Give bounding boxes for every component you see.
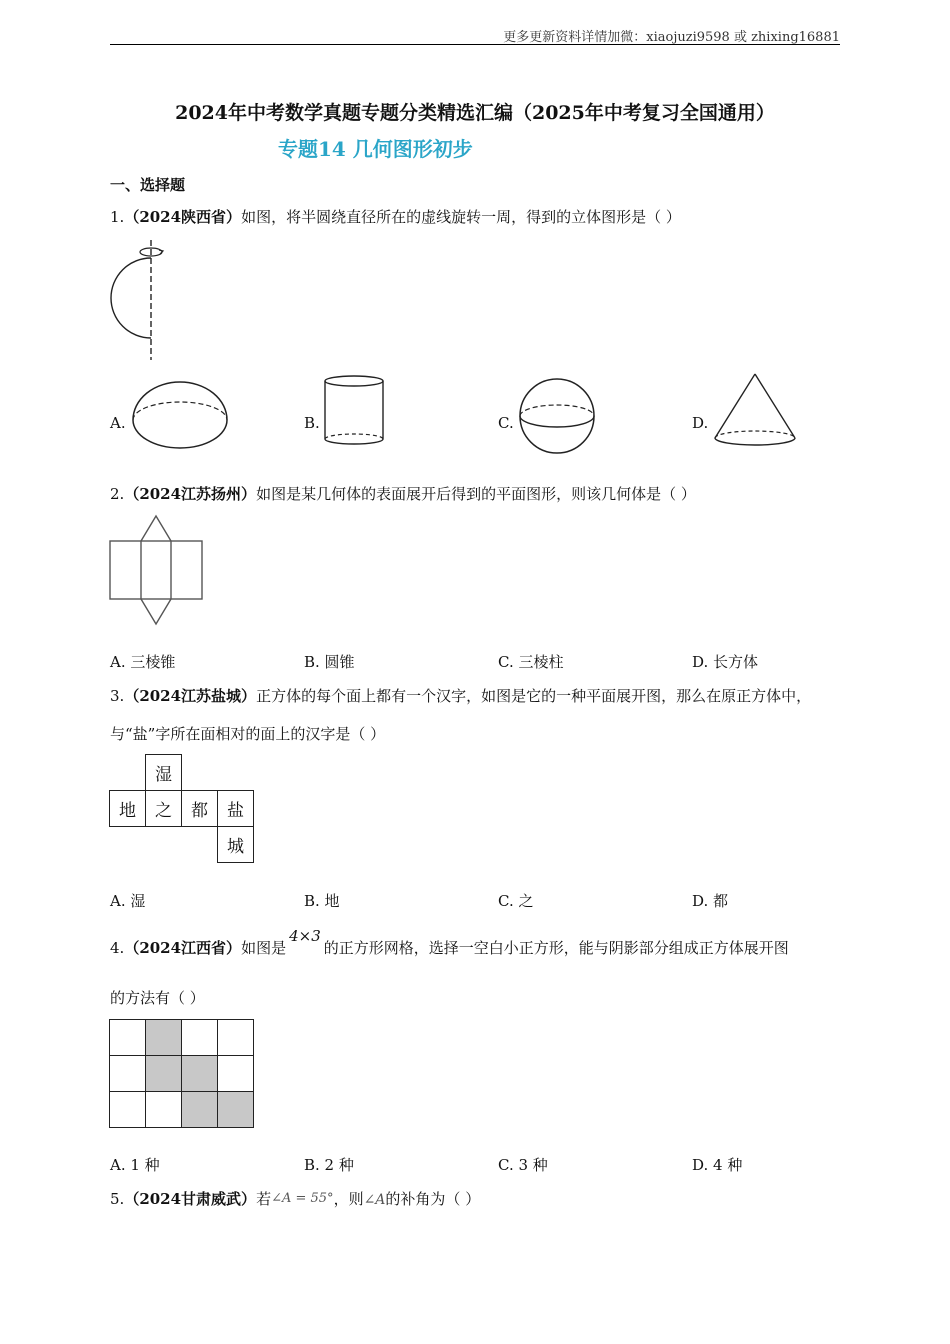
q2-option-d[interactable]: D. 长方体 xyxy=(692,653,759,671)
document-title: 2024年中考数学真题专题分类精选汇编（2025年中考复习全国通用） xyxy=(175,102,775,124)
cube-face: 盐 xyxy=(218,791,254,827)
question-text: 如图是 xyxy=(241,939,287,957)
question-number: 4. xyxy=(110,939,125,957)
question-1 xyxy=(110,206,681,228)
q4-option-a[interactable]: A. 1 种 xyxy=(110,1156,160,1174)
grid-cell xyxy=(146,1092,182,1128)
question-text: 若 xyxy=(256,1190,272,1208)
question-2 xyxy=(110,483,696,505)
q2-option-b[interactable]: B. 圆锥 xyxy=(304,653,355,671)
question-text: 的正方形网格，选择一空白小正方形，能与阴影部分组成正方体展开图 xyxy=(323,939,789,957)
grid-cell-shaded xyxy=(182,1092,218,1128)
grid-cell xyxy=(182,1020,218,1056)
cube-face-bottom: 城 xyxy=(218,827,254,863)
hemisphere-icon xyxy=(130,378,230,453)
grid-cell xyxy=(110,1020,146,1056)
question-4-line-1 xyxy=(110,927,789,959)
question-source: （2024陕西省） xyxy=(124,208,242,226)
question-text: 如图，将半圆绕直径所在的虚线旋转一周，得到的立体图形是（ ） xyxy=(241,208,681,226)
grid-cell-shaded xyxy=(182,1056,218,1092)
question-text: ，则 xyxy=(333,1190,364,1208)
q4-option-d[interactable]: D. 4 种 xyxy=(692,1156,743,1174)
cube-face-top: 湿 xyxy=(146,755,182,791)
q3-option-b[interactable]: B. 地 xyxy=(304,892,340,910)
question-number: 5. xyxy=(110,1190,125,1208)
q4-option-b[interactable]: B. 2 种 xyxy=(304,1156,354,1174)
question-number: 3. xyxy=(110,687,125,705)
grid-cell-shaded xyxy=(218,1092,254,1128)
question-4-line-2: 的方法有（ ） xyxy=(110,989,205,1007)
q3-option-c[interactable]: C. 之 xyxy=(498,892,534,910)
math-expression: 4×3 xyxy=(289,927,321,945)
page-header-note: 更多更新资料详情加微：xiaojuzi9598 或 zhixing16881 xyxy=(503,30,840,45)
question-number: 1. xyxy=(110,208,125,226)
header-divider xyxy=(110,44,840,45)
grid-cell xyxy=(218,1056,254,1092)
question-3-line-1 xyxy=(110,685,811,707)
semicircle-rotation-figure xyxy=(105,238,165,363)
q1-option-a[interactable]: A. xyxy=(110,414,126,432)
question-source: （2024江苏盐城） xyxy=(124,687,257,705)
grid-cell xyxy=(110,1056,146,1092)
cube-net-figure xyxy=(109,754,254,863)
square-grid-4x3-figure xyxy=(109,1019,254,1128)
q2-option-a[interactable]: A. 三棱锥 xyxy=(110,653,176,671)
section-heading: 一、选择题 xyxy=(110,176,186,194)
document-subtitle: 专题14 几何图形初步 xyxy=(278,137,473,161)
cone-icon xyxy=(712,372,798,456)
question-source: （2024江苏扬州） xyxy=(124,485,257,503)
q2-option-c[interactable]: C. 三棱柱 xyxy=(498,653,564,671)
q3-option-a[interactable]: A. 湿 xyxy=(110,892,146,910)
grid-cell xyxy=(218,1020,254,1056)
q3-option-d[interactable]: D. 都 xyxy=(692,892,729,910)
q1-option-d[interactable]: D. xyxy=(692,414,709,432)
question-source: （2024甘肃威武） xyxy=(124,1190,257,1208)
question-number: 2. xyxy=(110,485,125,503)
question-5 xyxy=(110,1188,480,1212)
question-3-line-2: 与“盐”字所在面相对的面上的汉字是（ ） xyxy=(110,725,386,743)
cylinder-icon xyxy=(322,373,386,453)
question-source: （2024江西省） xyxy=(124,939,242,957)
q4-option-c[interactable]: C. 3 种 xyxy=(498,1156,548,1174)
sphere-icon xyxy=(517,376,597,456)
cube-face: 之 xyxy=(146,791,182,827)
cube-face: 地 xyxy=(110,791,146,827)
triangular-prism-net-figure xyxy=(108,514,204,626)
q1-option-c[interactable]: C. xyxy=(498,414,514,432)
math-expression: ∠A = 55° xyxy=(271,1191,334,1206)
cube-face: 都 xyxy=(182,791,218,827)
grid-cell-shaded xyxy=(146,1020,182,1056)
grid-cell xyxy=(110,1092,146,1128)
question-text: 如图是某几何体的表面展开后得到的平面图形，则该几何体是（ ） xyxy=(256,485,696,503)
q1-option-b[interactable]: B. xyxy=(304,414,320,432)
grid-cell-shaded xyxy=(146,1056,182,1092)
question-text: 正方体的每个面上都有一个汉字，如图是它的一种平面展开图，那么在原正方体中， xyxy=(256,687,812,705)
math-expression: ∠A xyxy=(363,1192,386,1208)
question-text: 的补角为（ ） xyxy=(385,1190,481,1208)
